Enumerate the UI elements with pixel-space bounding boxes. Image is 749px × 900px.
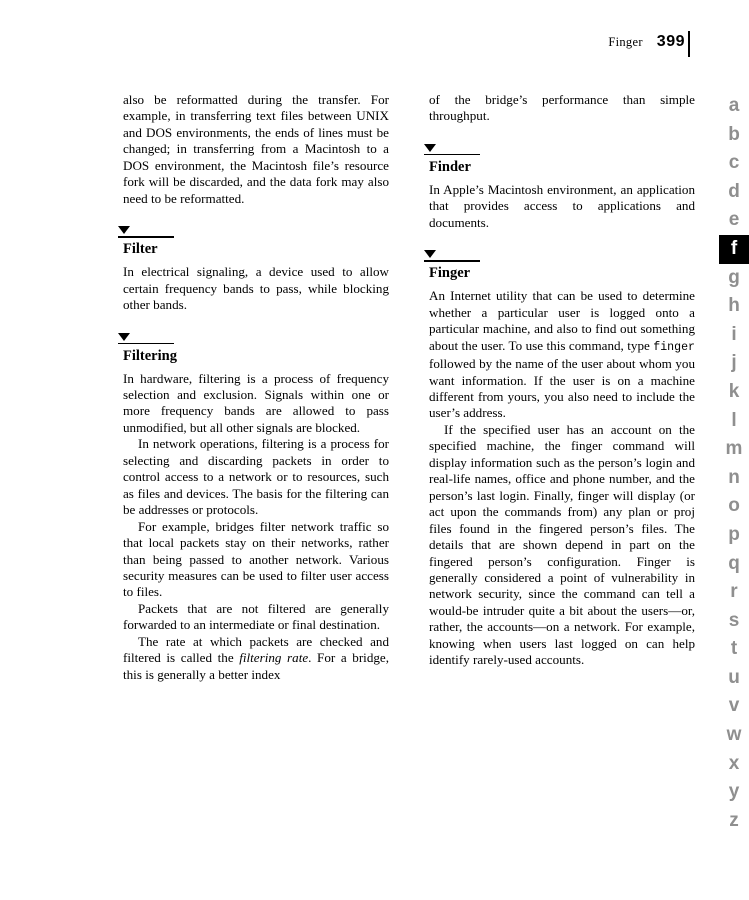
alpha-tab-q[interactable]: q [728,552,740,574]
alpha-tab-t[interactable]: t [730,638,738,660]
paragraph: If the specified user has an account on the specified machine, the finger command will display information such as the person’s login and real-life names, office and phone number, and the person’s last login. Finally, finger will display (or act upon the commands from) any plan or proj files found in the fingered person’s files. The details that are shown depend in part on the fingered person’s configuration. Finger is generally considered a point of vulnerability in network security, since the command can tell a would-be intruder quite a bit about the users—or, rather, the accounts—on a network. For example, knowing when users last logged on can help identify rarely-used accounts. [429,421,695,668]
entry-finder [424,144,695,231]
entry-body [118,264,389,313]
alpha-tab-d[interactable]: d [728,180,740,202]
entry-marker [118,333,389,346]
alpha-tab-i[interactable]: i [731,323,737,345]
alpha-tab-k[interactable]: k [728,380,740,402]
page-number: 399 [656,33,685,50]
continued-paragraph-right [424,92,695,125]
alpha-tab-m[interactable]: m [725,438,743,460]
entry-marker [424,144,695,157]
alpha-tab-b[interactable]: b [728,123,740,145]
alpha-tab-h[interactable]: h [728,295,740,317]
triangle-icon [424,250,436,258]
entry-filter [118,226,389,313]
continued-paragraph-left [118,92,389,207]
italic-term: filtering rate [239,650,309,666]
alpha-tab-r[interactable]: r [730,581,738,603]
running-head: Finger [608,35,643,49]
header-inner [608,33,685,51]
rule-divider [424,154,480,155]
triangle-icon [118,226,130,234]
paragraph: also be reformatted during the transfer. For example, in transferring text files between UNIX and DOS environments, the ends of lines must be changed; in transferring from a Macintosh to a DOS environment, the Macintosh file’s resource fork will be discarded, and the data fork may also need to be reformatted. [123,92,389,206]
entry-finger [424,250,695,668]
paragraph-with-code: An Internet utility that can be used to determine whether a particular user is logged onto a particular machine, and also to find out something about the user. To use this command, type finger followed by the name of the user about whom you want information. If the user is on a machine different from yours, you also need to include the user’s address. [429,288,695,421]
triangle-icon [118,333,130,341]
alpha-tab-l[interactable]: l [731,409,737,431]
rule-divider [118,343,174,344]
alpha-tab-z[interactable]: z [729,809,739,831]
paragraph: In Apple’s Macintosh environment, an application that provides access to applications and documents. [429,181,695,230]
alpha-tab-f[interactable]: f [719,235,749,264]
entry-title: Finder [429,158,471,175]
entry-title: Filtering [123,347,177,364]
alphabet-tab-strip[interactable] [719,92,749,835]
alpha-tab-w[interactable]: w [726,724,742,746]
alpha-tab-v[interactable]: v [728,695,740,717]
rule-divider [424,260,480,261]
entry-title: Filter [123,241,158,258]
alpha-tab-a[interactable]: a [728,95,740,116]
entry-marker [118,226,389,239]
triangle-icon [424,144,436,152]
entry-body [424,182,695,231]
rule-divider [118,236,174,237]
left-column [118,92,389,683]
paragraph: In electrical signaling, a device used to allow certain frequency bands to pass, while blocking other bands. [123,264,389,313]
code-term: finger [653,340,695,354]
alpha-tab-j[interactable]: j [731,352,737,374]
alpha-tab-x[interactable]: x [728,752,740,774]
alpha-tab-n[interactable]: n [728,466,740,488]
alpha-tab-s[interactable]: s [728,609,740,631]
alpha-tab-u[interactable]: u [728,666,740,688]
alpha-tab-p[interactable]: p [728,523,740,545]
entry-body [424,288,695,668]
alpha-tab-o[interactable]: o [728,495,740,517]
paragraph: In network operations, filtering is a process for selecting and discarding packets in order to control access to a network or to resources, such as files and devices. The basis for the filtering can be addresses or protocols. [123,436,389,518]
header-vertical-rule [688,31,690,57]
paragraph: of the bridge’s performance than simple throughput. [429,92,695,124]
paragraph: In hardware, filtering is a process of frequency selection and exclusion. Signals within one or more frequency bands are allowed to pass unmodified, but all other signals are blocked. [123,370,389,435]
right-column [424,92,695,669]
alpha-tab-c[interactable]: c [728,152,740,174]
entry-marker [424,250,695,263]
entry-title: Finger [429,265,471,282]
entry-filtering [118,333,389,684]
alpha-tab-g[interactable]: g [728,266,740,288]
paragraph: For example, bridges filter network traffic so that local packets stay on their networks, rather than being passed to another network. Various security measures can be used to filter user access to files. [123,518,389,600]
alpha-tab-y[interactable]: y [728,781,740,803]
alpha-tab-e[interactable]: e [728,209,740,231]
paragraph-with-italic-term: The rate at which packets are checked and filtered is called the filtering rate. For a bridge, this is generally a better index [123,633,389,682]
page-header [0,33,749,63]
entry-body [118,371,389,684]
paragraph: Packets that are not filtered are generally forwarded to an intermediate or final destination. [123,600,389,633]
